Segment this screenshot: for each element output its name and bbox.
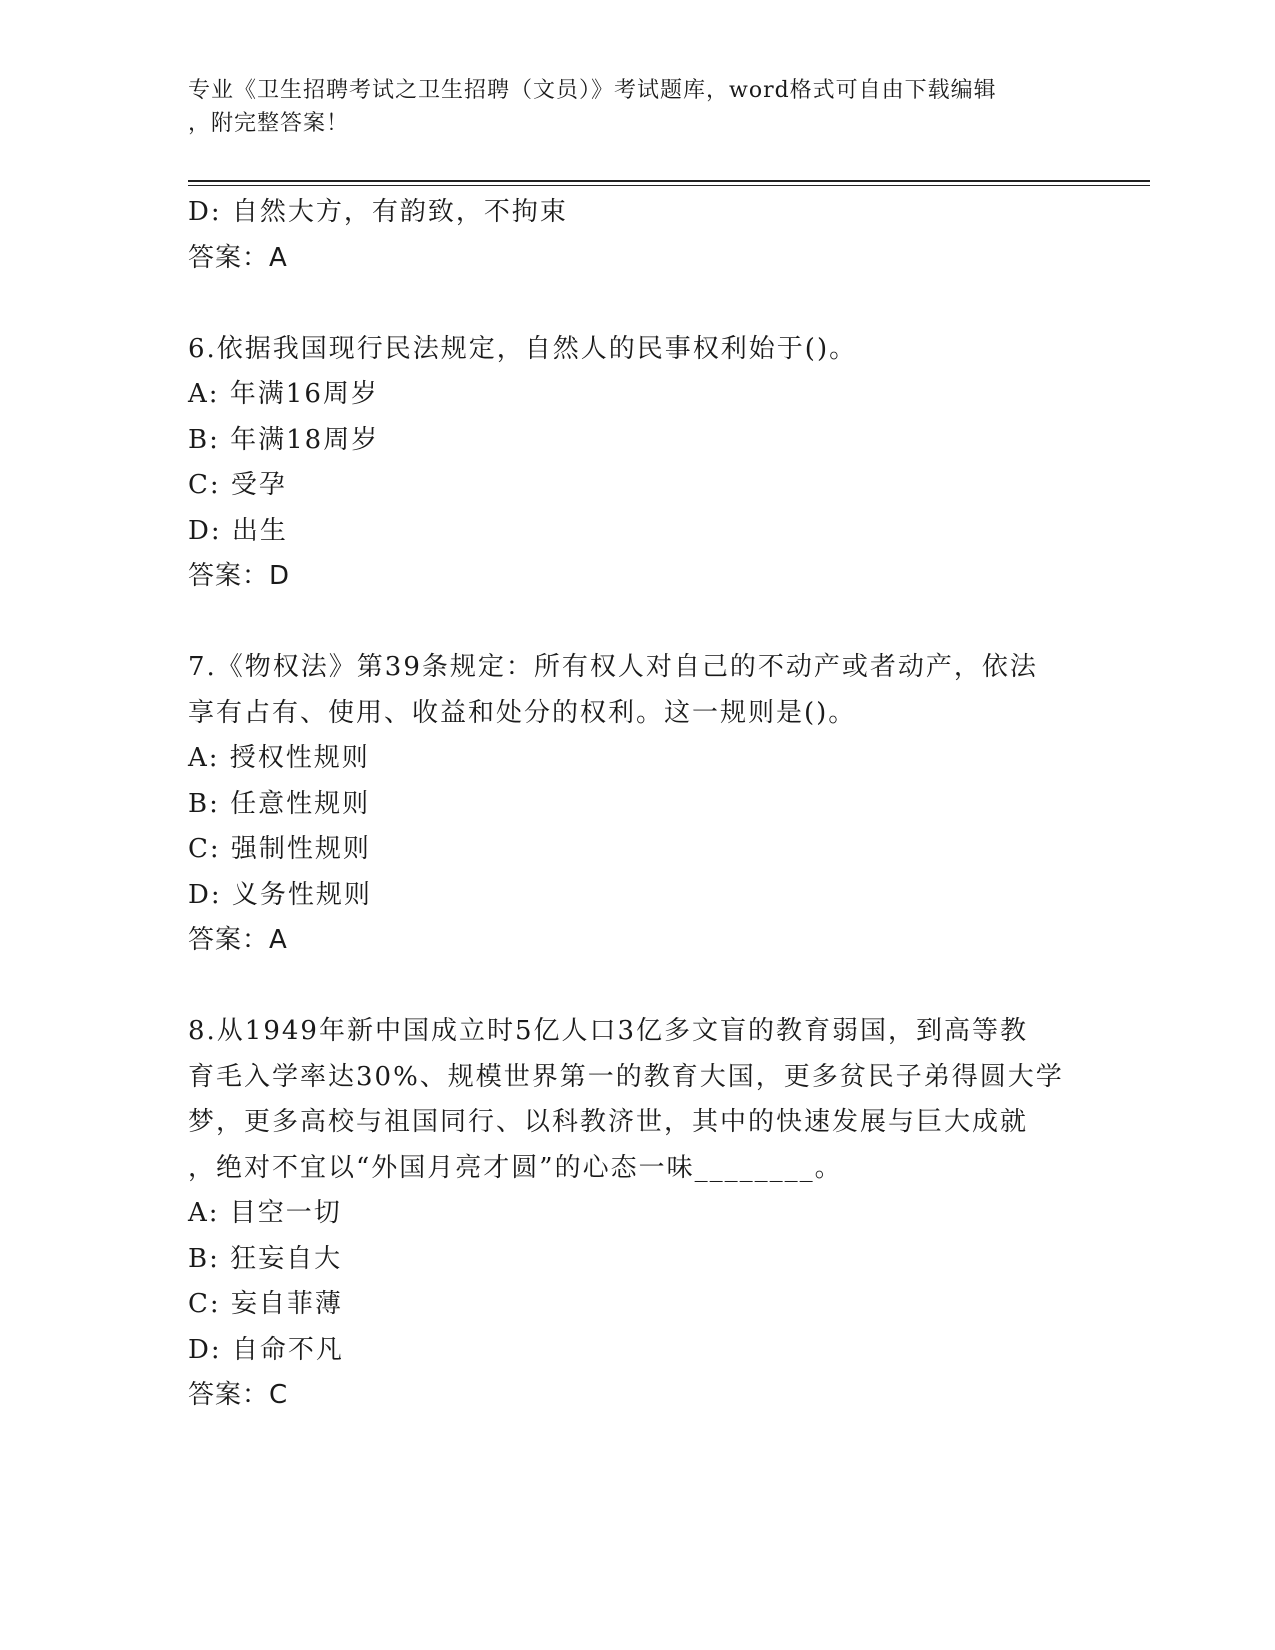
q6-option-c: C: 受孕 — [188, 470, 287, 500]
header-divider-thin — [188, 185, 1150, 186]
q7-answer: 答案：A — [188, 925, 288, 955]
spacer — [188, 964, 1088, 1010]
spacer — [188, 281, 1088, 327]
q8-option-a: A: 目空一切 — [188, 1198, 342, 1228]
document-header — [188, 74, 1068, 140]
q5-option-d: D: 自然大方，有韵致，不拘束 — [188, 197, 568, 227]
q8-option-b: B: 狂妄自大 — [188, 1243, 343, 1274]
q6-option-a: A: 年满16周岁 — [188, 379, 379, 409]
q5-answer: 答案：A — [188, 242, 288, 273]
header-line-1: 专业《卫生招聘考试之卫生招聘（文员）》考试题库，word格式可自由下载编辑 — [188, 78, 997, 103]
header-divider-thick — [188, 180, 1150, 182]
q8-option-c: C: 妄自菲薄 — [188, 1289, 343, 1319]
question-list — [188, 190, 1088, 1419]
q8-stem-line-4: ，绝对不宜以“外国月亮才圆”的心态一味________。 — [188, 1152, 843, 1183]
spacer — [188, 600, 1088, 646]
q7-stem-line-2: 享有占有、使用、收益和处分的权利。这一规则是()。 — [188, 697, 857, 728]
q6-answer: 答案：D — [188, 561, 291, 591]
q7-option-d: D: 义务性规则 — [188, 879, 372, 910]
q6-option-b: B: 年满18周岁 — [188, 424, 380, 455]
question-7 — [188, 645, 1088, 964]
q8-stem-line-2: 育毛入学率达30%、规模世界第一的教育大国，更多贫民子弟得圆大学 — [188, 1061, 1064, 1092]
q8-stem-line-1: 8.从1949年新中国成立时5亿人口3亿多文盲的教育弱国，到高等教 — [188, 1016, 1029, 1046]
q8-option-d: D: 自命不凡 — [188, 1334, 344, 1365]
header-line-2: ，附完整答案！ — [188, 111, 350, 136]
q6-stem: 6.依据我国现行民法规定，自然人的民事权利始于()。 — [188, 333, 858, 364]
q7-option-c: C: 强制性规则 — [188, 834, 371, 864]
q8-stem-line-3: 梦，更多高校与祖国同行、以科教济世，其中的快速发展与巨大成就 — [188, 1107, 1029, 1137]
q7-stem-line-1: 7.《物权法》第39条规定：所有权人对自己的不动产或者动产，依法 — [188, 652, 1038, 682]
q7-option-a: A: 授权性规则 — [188, 743, 370, 773]
question-8 — [188, 1009, 1088, 1419]
q6-option-d: D: 出生 — [188, 515, 288, 546]
question-6 — [188, 327, 1088, 600]
q7-option-b: B: 任意性规则 — [188, 788, 371, 819]
q8-answer: 答案：C — [188, 1380, 289, 1410]
question-5-tail — [188, 190, 1088, 281]
